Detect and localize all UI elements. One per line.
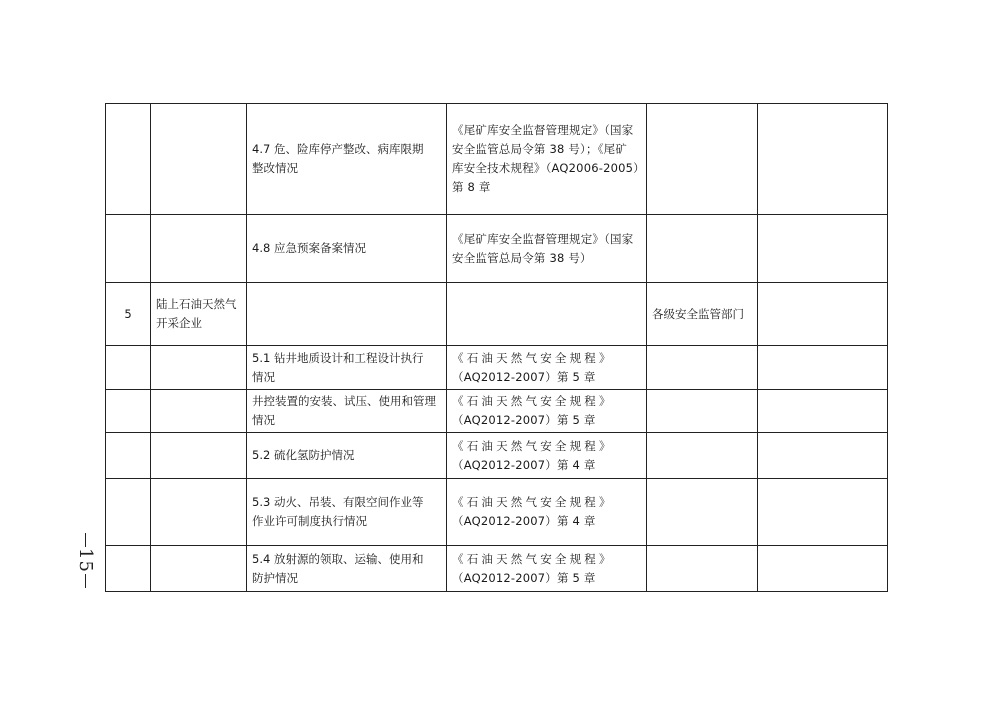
category-cell [151,215,247,283]
item-text: 井控装置的安装、试压、使用和管理 [252,394,436,408]
item-cell [247,390,447,433]
reference-text: 《石油天然气安全规程》 [452,495,614,509]
table-row [106,346,888,390]
table-body [106,104,888,592]
reference-text: 库安全技术规程》（AQ2006-2005） [452,161,645,175]
reference-text: （AQ2012-2007）第 5 章 [452,570,596,585]
reference-cell [447,546,647,592]
item-cell [247,546,447,592]
category-cell [151,433,247,479]
item-text: 情况 [252,413,275,427]
table-row [106,433,888,479]
note-cell [758,479,888,546]
row-number-cell [106,546,151,592]
department-cell [647,215,758,283]
reference-cell [447,346,647,390]
note-cell [758,215,888,283]
row-number-cell [106,215,151,283]
item-text: 5.3 动火、吊装、有限空间作业等 [252,495,424,509]
department-cell: 各级安全监管部门 [647,283,758,346]
page-number-dash-bottom [85,574,86,588]
item-cell [247,283,447,346]
item-text: 情况 [252,369,275,384]
note-cell [758,104,888,215]
department-cell [647,546,758,592]
reference-cell [447,104,647,215]
reference-text: 《尾矿库安全监督管理规定》（国家 [452,231,634,246]
row-number-cell [106,479,151,546]
department-cell [647,390,758,433]
category-cell [151,390,247,433]
note-cell [758,546,888,592]
reference-text: 《尾矿库安全监督管理规定》（国家 [452,123,634,137]
table-row [106,479,888,546]
reference-text: 安全监管总局令第 38 号） [452,250,592,265]
page-number-text: 15 [74,547,96,573]
row-number-cell: 5 [106,283,151,346]
note-cell [758,390,888,433]
item-cell [247,104,447,215]
inspection-table [105,103,888,592]
item-cell [247,479,447,546]
reference-cell [447,390,647,433]
department-cell [647,479,758,546]
page-number-dash-top [85,533,86,547]
item-text: 5.1 钻井地质设计和工程设计执行 [252,350,424,365]
reference-text: 《石油天然气安全规程》 [452,551,614,566]
row-number-cell [106,104,151,215]
row-number-cell [106,346,151,390]
category-text: 开采企业 [156,316,202,330]
department-cell [647,433,758,479]
item-text: 4.8 应急预案备案情况 [252,241,366,255]
reference-text: 《石油天然气安全规程》 [452,394,614,408]
item-text: 防护情况 [252,570,298,585]
item-cell [247,215,447,283]
item-cell [247,433,447,479]
reference-cell [447,433,647,479]
department-cell [647,104,758,215]
category-cell [151,346,247,390]
note-cell [758,346,888,390]
category-cell [151,104,247,215]
table-row [106,390,888,433]
table-row [106,546,888,592]
category-cell [151,283,247,346]
note-cell [758,283,888,346]
reference-text: 《石油天然气安全规程》 [452,438,614,453]
item-text: 5.2 硫化氢防护情况 [252,448,355,462]
table-row [106,215,888,283]
item-text: 整改情况 [252,161,298,175]
reference-text: （AQ2012-2007）第 5 章 [452,413,596,427]
table-row [106,283,888,346]
department-cell [647,346,758,390]
item-text: 4.7 危、险库停产整改、病库限期 [252,142,424,156]
reference-cell [447,479,647,546]
row-number-cell [106,433,151,479]
category-cell [151,546,247,592]
item-text: 5.4 放射源的领取、运输、使用和 [252,551,424,566]
reference-text: （AQ2012-2007）第 5 章 [452,369,596,384]
item-cell [247,346,447,390]
reference-text: （AQ2012-2007）第 4 章 [452,514,596,528]
table-row [106,104,888,215]
reference-text: （AQ2012-2007）第 4 章 [452,457,596,472]
note-cell [758,433,888,479]
reference-text: 第 8 章 [452,180,491,194]
row-number-cell [106,390,151,433]
page-number [70,520,100,600]
item-text: 作业许可制度执行情况 [252,514,367,528]
category-cell [151,479,247,546]
reference-text: 安全监管总局令第 38 号）；《尾矿 [452,142,628,156]
reference-cell [447,215,647,283]
reference-text: 《石油天然气安全规程》 [452,350,614,365]
reference-cell [447,283,647,346]
category-text: 陆上石油天然气 [156,297,237,311]
